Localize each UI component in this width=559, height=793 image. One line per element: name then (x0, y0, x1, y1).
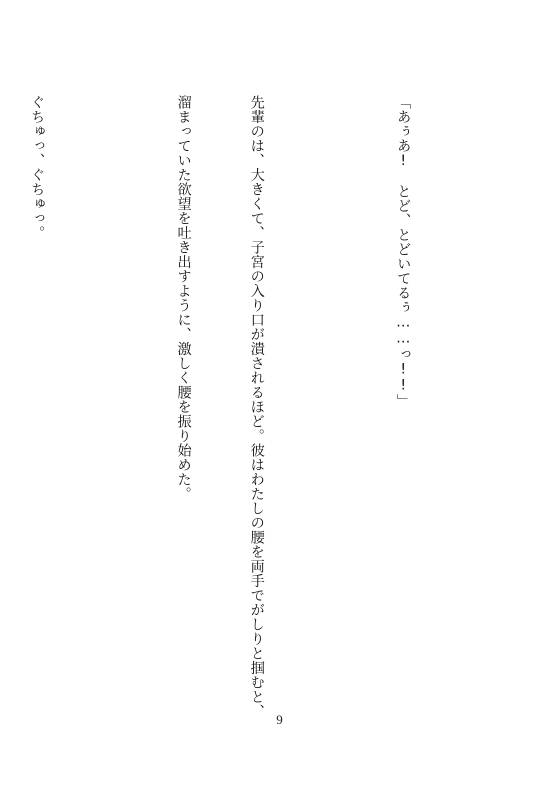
page-number: 9 (276, 712, 283, 727)
text-line: 溜まっていた欲望を吐き出すように、激しく腰を振り始めた。 (175, 95, 192, 501)
text-line: ぐちゅっ、ぐちゅっ。 (29, 95, 46, 240)
blank-line (98, 95, 122, 715)
vertical-body-text (0, 95, 464, 719)
text-line: 先輩のは、大きくて、子宮の入り口が潰されるほど。彼はわたしの腰を両手でがしりと掴むと、 (248, 95, 265, 719)
blank-line (318, 95, 342, 715)
text-line: 「あぅあ! とど、とどいてるぅ……っ!!」 (395, 95, 412, 409)
